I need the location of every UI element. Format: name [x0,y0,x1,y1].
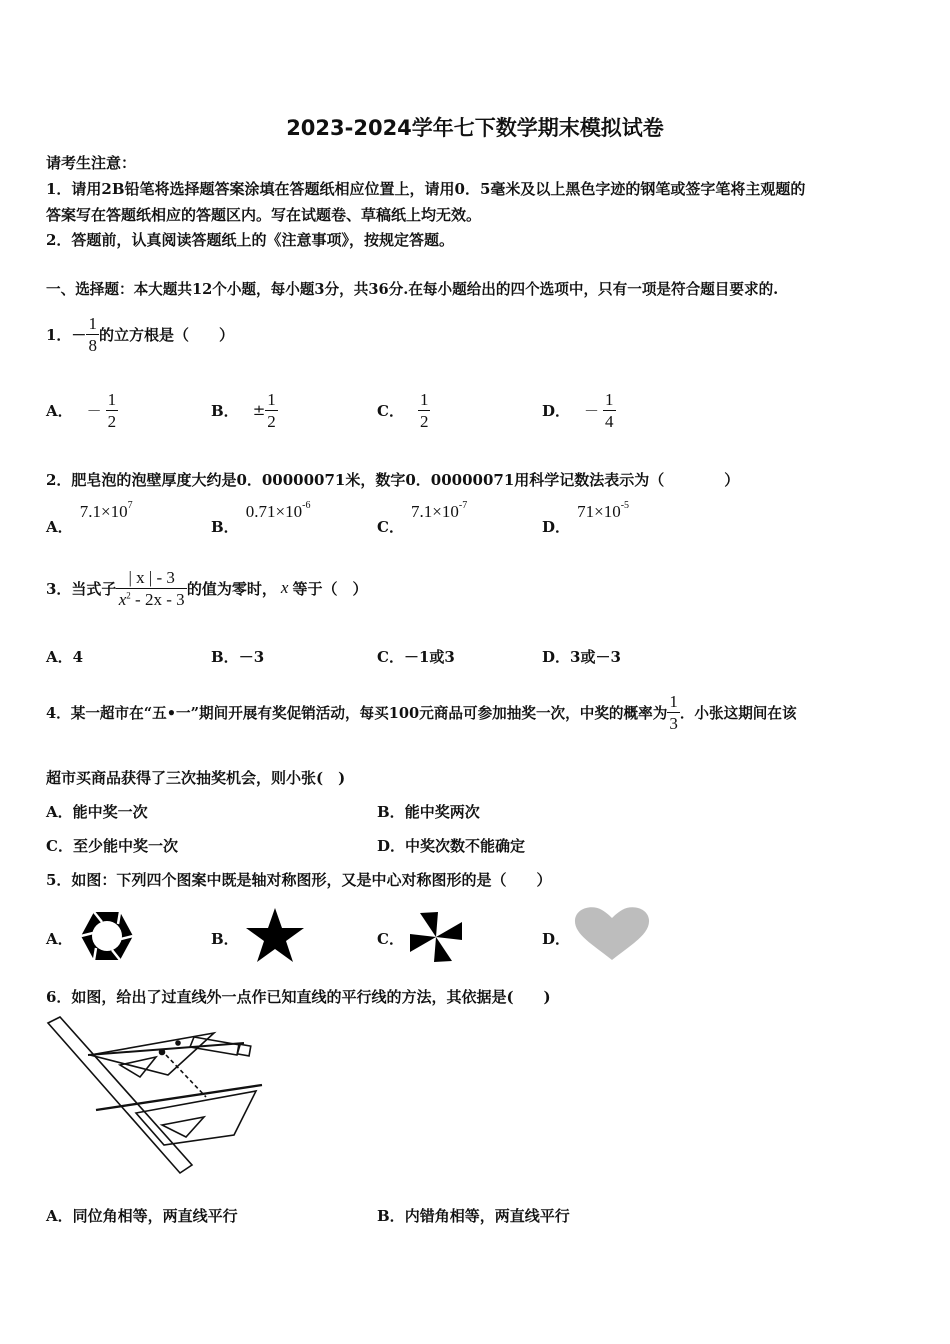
q4-option-a-text: 能中奖一次 [72,803,148,821]
question-6: 6．如图，给出了过直线外一点作已知直线的平行线的方法，其依据是( ) [46,988,551,1006]
q4-option-a[interactable] [46,801,148,822]
q6-option-a-label: A． [46,1207,73,1225]
q2-option-d-value [577,502,629,521]
q4-option-b-label: B． [377,803,405,821]
q3-frac-den-rest: - 2x - 3 [130,589,185,609]
q2-option-a-label: A． [46,518,73,536]
q3-option-a[interactable] [46,646,83,667]
q1-suffix: 的立方根是（ ） [98,325,234,344]
q3-option-d-label: D． [542,648,571,666]
q1-option-a-sign: － [86,401,102,420]
page-title: 2023-2024学年七下数学期末模拟试卷 [286,116,664,140]
q2-option-d-exp: -5 [620,500,630,511]
q1-option-c-den: 2 [419,411,429,431]
q1-option-a-den: 2 [107,411,117,431]
q4-option-d-label: D． [377,837,406,855]
q1-option-a-fraction [106,391,119,430]
q3-var: x [280,578,289,597]
q1-option-c[interactable] [377,382,430,438]
q5-option-c-label[interactable]: C． [377,930,404,948]
q4-option-d-text: 中奖次数不能确定 [405,837,526,855]
q4-frac-den: 3 [669,713,678,733]
question-5: 5．如图：下列四个图案中既是轴对称图形，又是中心对称图形的是（ ） [46,871,552,889]
q2-option-b-label: B． [211,518,239,536]
q2-option-b[interactable] [211,500,310,534]
q4-text-b: ．小张这期间在该 [679,704,797,722]
q3-option-c[interactable] [377,646,455,667]
q3-prefix: 3．当式子 [46,579,117,598]
q2-option-d-label: D． [542,518,571,536]
q6-option-a-text: 同位角相等，两直线平行 [72,1207,238,1225]
q1-option-a[interactable] [46,382,118,438]
q4-option-c[interactable] [46,835,178,856]
q1-option-b-label: B． [211,401,239,420]
q1-option-c-label: C． [377,401,404,420]
q3-option-b-text: －3 [238,648,265,666]
q1-option-b[interactable] [211,382,278,438]
notice-line-2: 答案写在答题纸相应的答题区内。写在试题卷、草稿纸上均无效。 [46,206,482,224]
q2-option-d-base: 71×10 [577,502,621,521]
section-1-heading: 一、选择题：本大题共12个小题，每小题3分，共36分.在每小题给出的四个选项中，只有一项是符合题目要求的. [46,281,779,298]
q1-option-b-sign: ± [252,401,266,419]
q6-option-b-label: B． [377,1207,405,1225]
q4-option-c-text: 至少能中奖一次 [72,837,178,855]
q5-option-a-label[interactable]: A． [46,930,73,948]
question-1 [46,303,234,365]
question-2: 2．肥皂泡的泡壁厚度大约是0．00000071米，数字0．00000071用科学记数法表示为（ ） [46,471,740,489]
star-icon [244,906,306,964]
q1-option-b-num: 1 [267,389,276,409]
question-3 [46,560,367,616]
q3-frac-den-x: x [118,589,127,609]
q1-option-a-label: A． [46,401,73,420]
q2-option-c-label: C． [377,518,404,536]
q2-option-a-exp: 7 [127,500,133,511]
q3-frac-den-exp: 2 [126,589,131,600]
q2-option-b-exp: -6 [302,500,311,511]
q1-option-d-label: D． [542,401,571,420]
q1-frac-den: 8 [88,335,97,355]
q1-option-d[interactable] [542,382,616,438]
q3-option-a-text: 4 [72,648,84,666]
q6-option-b-text: 内错角相等，两直线平行 [404,1207,570,1225]
q1-option-d-sign: － [584,401,600,420]
q1-option-b-den: 2 [267,411,276,431]
q4-option-b[interactable] [377,801,480,822]
q4-option-a-label: A． [46,803,73,821]
q3-suffix-b: 等于（ ） [292,579,368,598]
q3-option-a-label: A． [46,648,73,666]
q4-option-b-text: 能中奖两次 [404,803,480,821]
notice-heading: 请考生注意： [46,154,137,172]
notice-line-3: 2．答题前，认真阅读答题纸上的《注意事项》，按规定答题。 [46,231,454,249]
q3-option-c-label: C． [377,648,404,666]
q1-option-c-fraction [418,391,431,430]
question-4 [46,680,797,744]
q2-option-a-base: 7.1×10 [79,502,128,521]
heart-icon [572,904,652,962]
q2-option-b-base: 0.71×10 [245,502,303,521]
notice-line-1: 1．请用2B铅笔将选择题答案涂填在答题纸相应位置上，请用0．5毫米及以上黑色字迹的钢笔或签字笔将主观题的 [46,180,806,198]
q6-option-b[interactable] [377,1205,570,1226]
pinwheel-icon [408,910,464,964]
hexagon-ring-icon [78,908,136,964]
q2-option-a-value [80,502,133,521]
q4-line-2: 超市买商品获得了三次抽奖机会，则小张( ) [46,769,346,787]
q1-option-d-fraction [603,391,616,430]
q3-option-d[interactable] [542,646,621,667]
q5-option-b-label[interactable]: B． [211,930,239,948]
q4-option-c-label: C． [46,837,73,855]
q5-option-d-label[interactable]: D． [542,930,571,948]
q2-option-d[interactable] [542,500,629,534]
q2-option-a[interactable] [46,500,133,534]
q2-option-c-base: 7.1×10 [411,502,459,521]
q1-option-d-num: 1 [605,389,614,409]
q1-frac-num: 1 [88,313,97,333]
q4-option-d[interactable] [377,835,525,856]
q2-option-c-exp: -7 [458,500,468,511]
parallel-line-construction-figure [44,1015,269,1180]
q3-frac-den [117,589,187,608]
q3-fraction [116,569,186,608]
q2-option-c-value [411,502,467,521]
q2-option-c[interactable] [377,500,467,534]
q3-suffix-a: 的值为零时， [186,579,277,598]
q1-option-c-num: 1 [419,389,429,409]
q3-option-d-text: 3或－3 [570,648,621,666]
q1-fraction [86,315,99,354]
q1-option-a-num: 1 [107,389,117,409]
q3-option-b[interactable] [211,646,264,667]
q3-option-c-text: －1或3 [403,648,455,666]
q4-text-a: 4．某一超市在“五•一”期间开展有奖促销活动，每买100元商品可参加抽奖一次，中奖的概率为 [46,704,668,722]
q4-frac-num: 1 [669,691,678,711]
q3-option-b-label: B． [211,648,239,666]
q1-option-b-fraction [265,391,278,430]
q2-option-b-value [246,502,311,521]
q6-option-a[interactable] [46,1205,238,1226]
q3-frac-num: | x | - 3 [116,569,186,589]
q1-prefix: 1．－ [46,325,87,344]
q4-fraction [667,693,680,732]
q1-option-d-den: 4 [605,411,614,431]
